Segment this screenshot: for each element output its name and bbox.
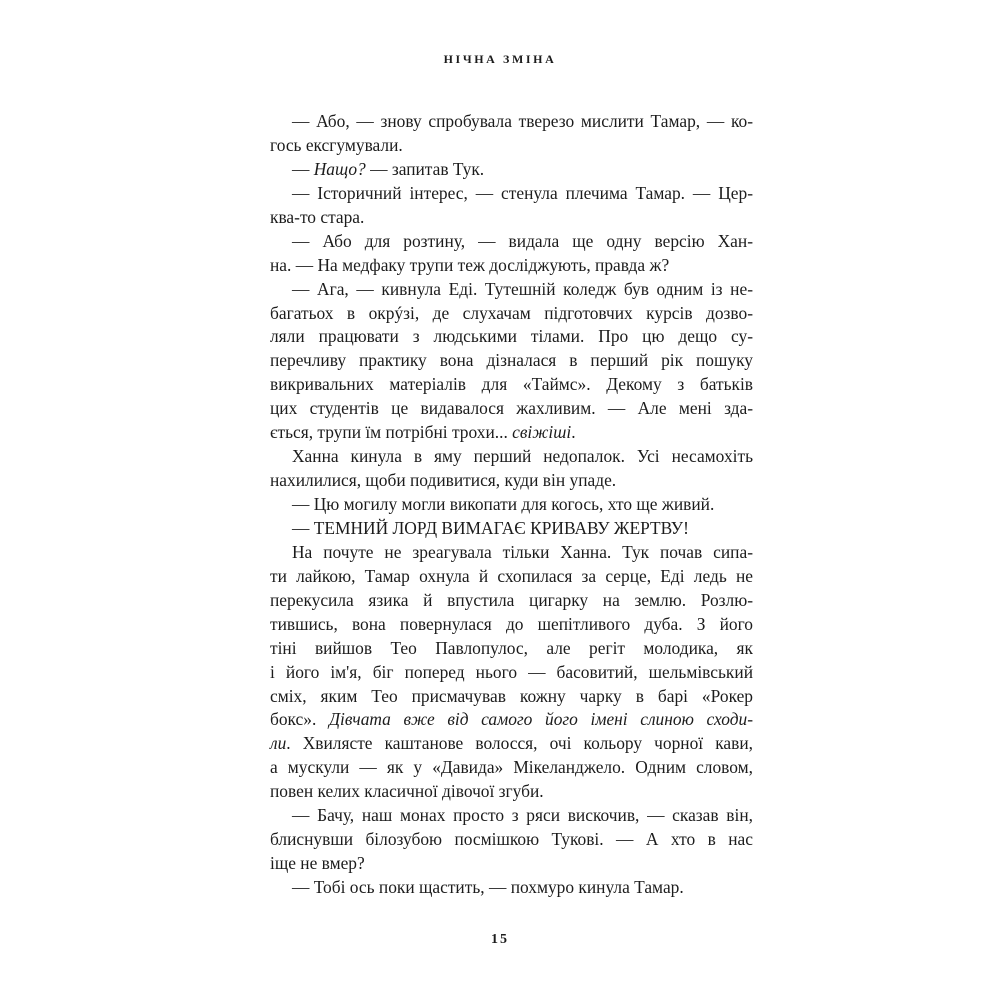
- text-line: [270, 302, 753, 326]
- text-run: багатьох в окрýзі, де слухачам підготовчих курсів дозво-: [270, 302, 753, 323]
- text-line: [270, 278, 753, 302]
- text-line: [270, 134, 753, 158]
- text-line: [270, 469, 753, 493]
- text-run: перекусила язика й впустила цигарку на землю. Розлю-: [270, 589, 753, 610]
- text-line: [270, 206, 753, 230]
- text-run: —: [292, 158, 314, 179]
- text-run: Ханна кинула в яму перший недопалок. Усі несамохіть: [292, 446, 753, 467]
- text-run: — Тобі ось поки щастить, — похмуро кинула Тамар.: [292, 877, 684, 897]
- text-line: [270, 565, 753, 589]
- text-run: — ТЕМНИЙ ЛОРД ВИМАГАЄ КРИВАВУ ЖЕРТВУ!: [292, 517, 689, 538]
- text-run: — Ага, — кивнула Еді. Тутешній коледж був одним із не-: [292, 278, 753, 299]
- text-line: [270, 158, 753, 182]
- text-line: [270, 349, 753, 373]
- text-run: — Цю могилу могли викопати для когось, хто ще живий.: [292, 494, 715, 514]
- text-run: ляли працювати з людськими тілами. Про цю дещо су-: [270, 326, 753, 347]
- text-line: [270, 780, 753, 804]
- text-line: [270, 876, 753, 900]
- text-line: [270, 230, 753, 254]
- text-line: [270, 517, 753, 541]
- text-run: гось ексгумували.: [270, 134, 403, 155]
- text-run: перечливу практику вона дізналася в перший рік пошуку: [270, 350, 753, 371]
- text-run: викривальних матеріалів для «Таймс». Декому з батьків: [270, 374, 753, 395]
- text-line: [270, 421, 753, 445]
- text-line: [270, 685, 753, 709]
- text-line: [270, 732, 753, 756]
- text-run: тіні вийшов Тео Павлопулос, але регіт молодика, як: [270, 637, 753, 658]
- text-run: . Хвилясте каштанове волосся, очі кольору чорної кави,: [286, 733, 753, 754]
- text-line: [270, 445, 753, 469]
- italic-run: свіжіші: [512, 422, 572, 443]
- text-line: [270, 110, 753, 134]
- text-line: [270, 613, 753, 637]
- text-line: [270, 708, 753, 732]
- text-run: ква-то стара.: [270, 206, 365, 227]
- italic-run: Дівчата вже від самого його імені слиною сходи-: [328, 709, 753, 730]
- text-line: [270, 493, 753, 517]
- text-run: .: [571, 422, 576, 443]
- text-run: тившись, вона повернулася до шепітливого дуба. З його: [270, 613, 753, 634]
- text-line: [270, 254, 753, 278]
- text-line: [270, 852, 753, 876]
- text-run: — Або, — знову спробувала тверезо мислити Тамар, — ко-: [292, 111, 753, 131]
- text-run: сміх, яким Тео присмачував кожну чарку в барі «Рокер: [270, 685, 753, 706]
- body-text: [270, 110, 753, 900]
- text-line: [270, 373, 753, 397]
- text-run: — Бачу, наш монах просто з ряси вискочив, — сказав він,: [292, 805, 753, 826]
- text-run: ється, трупи їм потрібні трохи...: [270, 422, 513, 443]
- text-run: блиснувши білозубою посмішкою Тукові. — А хто в нас: [270, 829, 753, 850]
- text-run: — Або для розтину, — видала ще одну версію Хан-: [292, 230, 753, 251]
- text-line: [270, 325, 753, 349]
- text-run: іще не вмер?: [270, 853, 365, 874]
- text-line: [270, 589, 753, 613]
- text-line: [270, 661, 753, 685]
- text-run: а мускули — як у «Давида» Мікеланджело. Одним словом,: [270, 757, 753, 778]
- italic-run: ли: [270, 733, 287, 754]
- text-run: бокс».: [270, 709, 329, 730]
- text-run: На почуте не зреагувала тільки Ханна. Тук почав сипа-: [292, 541, 753, 562]
- running-head: НІЧНА ЗМІНА: [443, 52, 557, 66]
- text-line: [270, 756, 753, 780]
- text-run: — запитав Тук.: [365, 158, 485, 179]
- page-number: 15: [491, 932, 509, 947]
- italic-run: Нащо?: [313, 158, 366, 179]
- text-run: ти лайкою, Тамар охнула й схопилася за серце, Еді ледь не: [270, 565, 753, 586]
- text-run: цих студентів це видавалося жахливим. — Але мені зда-: [270, 398, 753, 419]
- text-line: [270, 182, 753, 206]
- text-line: [270, 828, 753, 852]
- text-line: [270, 804, 753, 828]
- text-run: нахилилися, щоби подивитися, куди він упаде.: [270, 470, 617, 491]
- text-run: повен келих класичної дівочої згуби.: [270, 781, 544, 802]
- text-run: і його ім'я, біг поперед нього — басовитий, шельмівський: [270, 661, 753, 682]
- text-run: на. — На медфаку трупи теж досліджують, правда ж?: [270, 254, 670, 275]
- text-run: — Історичний інтерес, — стенула плечима Тамар. — Цер-: [292, 182, 753, 203]
- text-line: [270, 541, 753, 565]
- text-line: [270, 397, 753, 421]
- text-line: [270, 637, 753, 661]
